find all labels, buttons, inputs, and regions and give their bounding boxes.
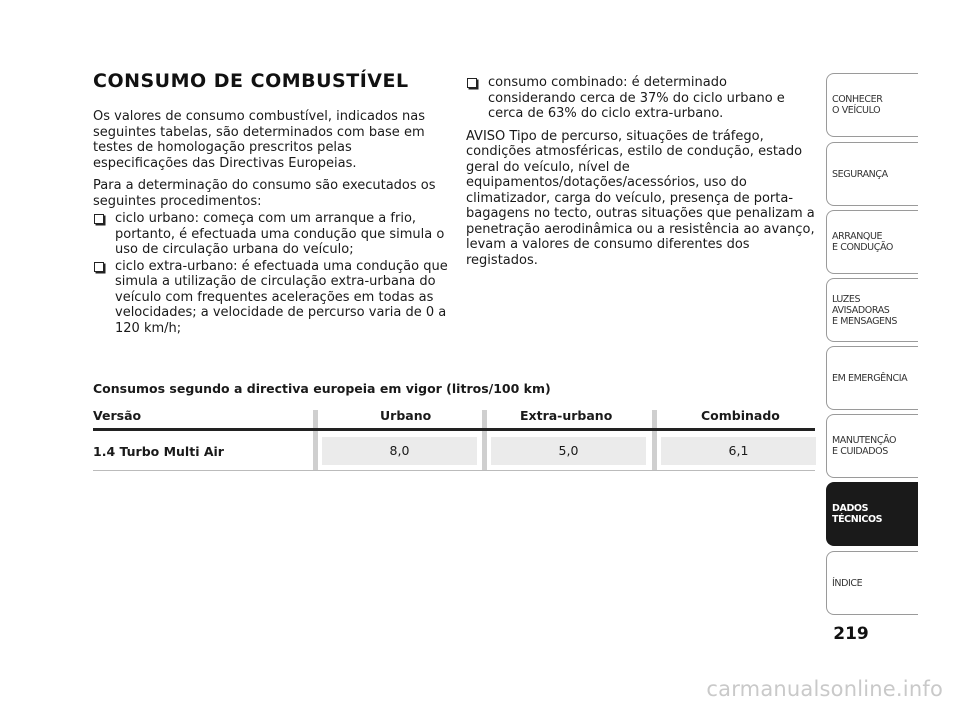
procedures-list bbox=[93, 211, 448, 336]
urban-cycle-text: ciclo urbano: começa com um arranque a frio, portanto, é efectuada uma condução que simula o uso de circulação urbana do veículo; bbox=[115, 211, 445, 257]
tab-label: DADOS TÉCNICOS bbox=[832, 503, 883, 525]
page-number: 219 bbox=[833, 624, 869, 644]
intro-paragraph: Os valores de consumo combustível, indicados nas seguintes tabelas, são determinados com base em testes de homologação prescritos pelas especificações das Directivas Europeias. bbox=[93, 109, 426, 171]
tab-label: ÍNDICE bbox=[832, 577, 863, 589]
cell-combinado: 6,1 bbox=[661, 437, 816, 465]
tab-label: EM EMERGÊNCIA bbox=[832, 372, 908, 384]
tab-conhecer-o-veiculo[interactable] bbox=[826, 73, 918, 137]
left-column bbox=[93, 109, 448, 337]
tab-indice[interactable] bbox=[826, 551, 918, 615]
right-column bbox=[466, 75, 818, 275]
table-row-version: 1.4 Turbo Multi Air bbox=[93, 444, 224, 459]
watermark: carmanualsonline.info bbox=[706, 677, 943, 701]
list-item bbox=[466, 75, 818, 122]
header-urbano: Urbano bbox=[380, 408, 432, 423]
list-item bbox=[93, 259, 448, 337]
page-title: CONSUMO DE COMBUSTÍVEL bbox=[93, 70, 409, 92]
combined-list bbox=[466, 75, 818, 122]
tab-luzes-avisadoras[interactable] bbox=[826, 278, 918, 342]
header-combinado: Combinado bbox=[701, 408, 780, 423]
column-divider bbox=[482, 410, 487, 470]
table-caption: Consumos segundo a directiva europeia em vigor (litros/100 km) bbox=[93, 381, 551, 396]
header-extra-urbano: Extra-urbano bbox=[520, 408, 613, 423]
tab-seguranca[interactable] bbox=[826, 142, 918, 206]
tab-label: MANUTENÇÃO E CUIDADOS bbox=[832, 435, 897, 457]
combined-cycle-text: consumo combinado: é determinado considerando cerca de 37% do ciclo urbano e cerca de 63% do ciclo extra-urbano. bbox=[488, 75, 785, 121]
cell-urbano: 8,0 bbox=[322, 437, 477, 465]
header-version: Versão bbox=[93, 408, 142, 423]
warning-paragraph: AVISO Tipo de percurso, situações de tráfego, condições atmosféricas, estilo de condução, estado geral do veículo, nível de equipamentos/dotações/acessórios, uso do climatizador, carga do veículo, presença de porta-bagagens no tecto, outras situações que penalizam a penetração aerodinâmica ou a resistência ao avanço, levam a valores de consumo diferentes dos registados. bbox=[466, 128, 815, 268]
procedures-paragraph: Para a determinação do consumo são executados os seguintes procedimentos: bbox=[93, 178, 436, 209]
tab-label: LUZES AVISADORAS E MENSAGENS bbox=[832, 293, 897, 327]
column-divider bbox=[313, 410, 318, 470]
table-header bbox=[93, 406, 815, 426]
checkbox-bullet-icon bbox=[467, 78, 477, 88]
tab-dados-tecnicos[interactable] bbox=[826, 482, 918, 546]
tab-label: SEGURANÇA bbox=[832, 168, 888, 180]
table-bottom-rule bbox=[93, 470, 815, 471]
tab-label: ARRANQUE E CONDUÇÃO bbox=[832, 231, 893, 253]
tab-label: CONHECER O VEÍCULO bbox=[832, 94, 883, 116]
checkbox-bullet-icon bbox=[94, 262, 104, 272]
extra-urban-cycle-text: ciclo extra-urbano: é efectuada uma condução que simula a utilização de circulação extra-urbana do veículo com frequentes acelerações em todas as velocidades; a velocidade de percurso varia de 0 a 120 km/h; bbox=[115, 258, 448, 336]
tab-manutencao-e-cuidados[interactable] bbox=[826, 414, 918, 478]
cell-extra-urbano: 5,0 bbox=[491, 437, 646, 465]
header-rule bbox=[93, 428, 815, 431]
tab-em-emergencia[interactable] bbox=[826, 346, 918, 410]
tab-arranque-e-conducao[interactable] bbox=[826, 210, 918, 274]
checkbox-bullet-icon bbox=[94, 214, 104, 224]
column-divider bbox=[652, 410, 657, 470]
list-item bbox=[93, 211, 448, 258]
